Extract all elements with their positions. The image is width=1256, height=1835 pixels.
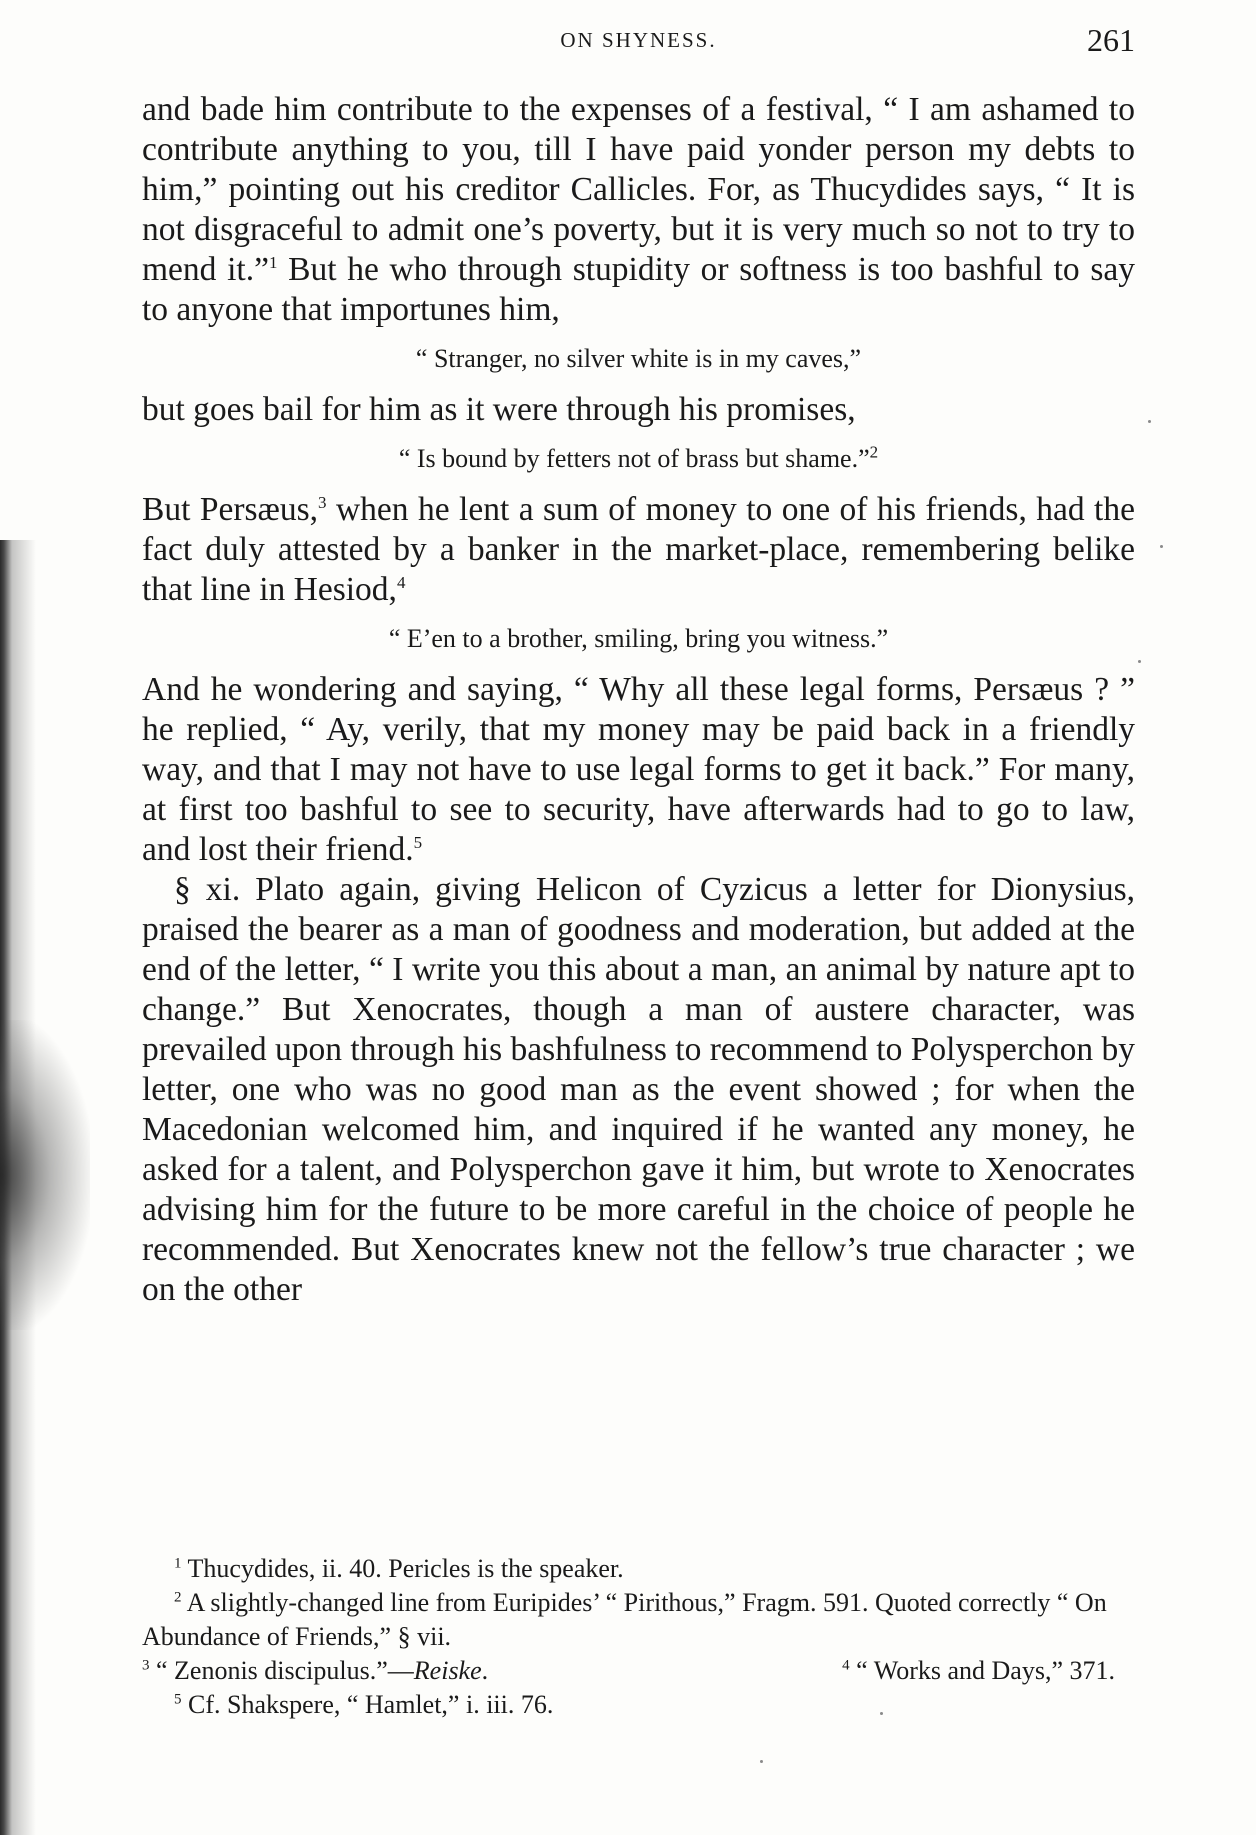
paragraph-4-text: And he wondering and saying, “ Why all these legal forms, Persæus ? ” he replied, “ Ay, verily, that my money may be paid back in a friendly way, and that I may not have to use legal forms to get it back.” For many, at first too bashful to see to security, have afterwards had to go to law, and lost their friend. (142, 671, 1135, 868)
paper-speck (1148, 420, 1151, 423)
footnote-ref-4: 4 (396, 572, 406, 592)
footnote-3 (142, 1654, 488, 1688)
paper-speck (1160, 545, 1163, 548)
page-number: 261 (1087, 22, 1135, 58)
footnote-2 (142, 1586, 1135, 1654)
footnote-5-text: Cf. Shakspere, “ Hamlet,” i. iii. 76. (181, 1690, 554, 1719)
footnote-2-number: 2 (174, 1589, 182, 1606)
footnote-5-number: 5 (174, 1691, 182, 1708)
paragraph-4 (142, 670, 1135, 870)
footnote-ref-1: 1 (268, 252, 278, 272)
paragraph-1 (142, 90, 1135, 330)
footnote-4-text: “ Works and Days,” 371. (849, 1656, 1115, 1685)
footnote-4 (842, 1654, 1115, 1688)
footnotes (142, 1552, 1135, 1722)
footnote-ref-3: 3 (318, 492, 327, 512)
paragraph-2: but goes bail for him as it were through his promises, (142, 391, 856, 428)
footnote-3-text: “ Zenonis discipulus.”— (149, 1656, 414, 1685)
footnote-ref-5: 5 (413, 832, 423, 852)
footnote-ref-2: 2 (869, 442, 879, 462)
paper-speck (1138, 660, 1141, 663)
paragraph-5: § xi. Plato again, giving Helicon of Cyzicus a letter for Dionysius, praised the bearer as a man of goodness and moderation, but added at the end of the letter, “ I write you this about a man, an animal by nature apt to change.” But Xenocrates, though a man of austere character, was prevailed upon through his bashfulness to recommend to Polysperchon by letter, one who was no good man as the event showed ; for when the Macedonian welcomed him, and inquired if he wanted any money, he asked for a talent, and Polysperchon gave it him, but wrote to Xenocrates advising him for the future to be more careful in the choice of people he recommended. But Xenocrates knew not the fellow’s true character ; we on the other (142, 871, 1135, 1308)
paragraph-3 (142, 490, 1135, 610)
body-text (142, 90, 1135, 1310)
verse-quote-1: “ Stranger, no silver white is in my caves,” (415, 344, 862, 373)
footnote-1-number: 1 (174, 1555, 182, 1572)
footnote-2-text: A slightly-changed line from Euripides’ “ Pirithous,” Fragm. 591. Quoted correctly “ On Abundance of Friends,” § vii. (142, 1588, 1107, 1651)
footnote-5 (142, 1688, 1135, 1722)
footnote-1-text: Thucydides, ii. 40. Pericles is the speaker. (181, 1554, 624, 1583)
verse-quote-2 (142, 430, 1135, 490)
footnote-1 (142, 1552, 1135, 1586)
paper-speck (760, 1760, 763, 1763)
paper-speck (880, 1712, 883, 1715)
footnote-3-italic: Reiske (413, 1656, 482, 1685)
running-title: ON SHYNESS. (560, 28, 717, 52)
verse-quote-3: “ E’en to a brother, smiling, bring you witness.” (388, 624, 889, 653)
paragraph-3-text: when he lent a sum of money to one of his friends, had the fact duly attested by a banker in the market-place, remembering belike that line in Hesiod, (142, 491, 1135, 608)
paragraph-3-start: But Persæus, (142, 491, 319, 528)
paragraph-1-continuation: But he who through stupidity or softness is too bashful to say to anyone that importunes him, (142, 251, 1135, 328)
footnote-3-after: . (481, 1656, 489, 1685)
footnote-4-number: 4 (842, 1657, 850, 1674)
footnote-row-3-4 (142, 1654, 1135, 1688)
paragraph-1-text: and bade him contribute to the expenses of a festival, “ I am ashamed to contribute anything to you, till I have paid yonder person my debts to him,” pointing out his creditor Callicles. For, as Thucydides says, “ It is not disgraceful to admit one’s poverty, but it is very much so not to try to mend it.” (142, 91, 1135, 288)
gutter-stain (0, 1020, 90, 1330)
running-head (142, 22, 1135, 62)
footnote-3-number: 3 (142, 1657, 150, 1674)
verse-quote-2-text: “ Is bound by fetters not of brass but shame.” (398, 444, 870, 473)
